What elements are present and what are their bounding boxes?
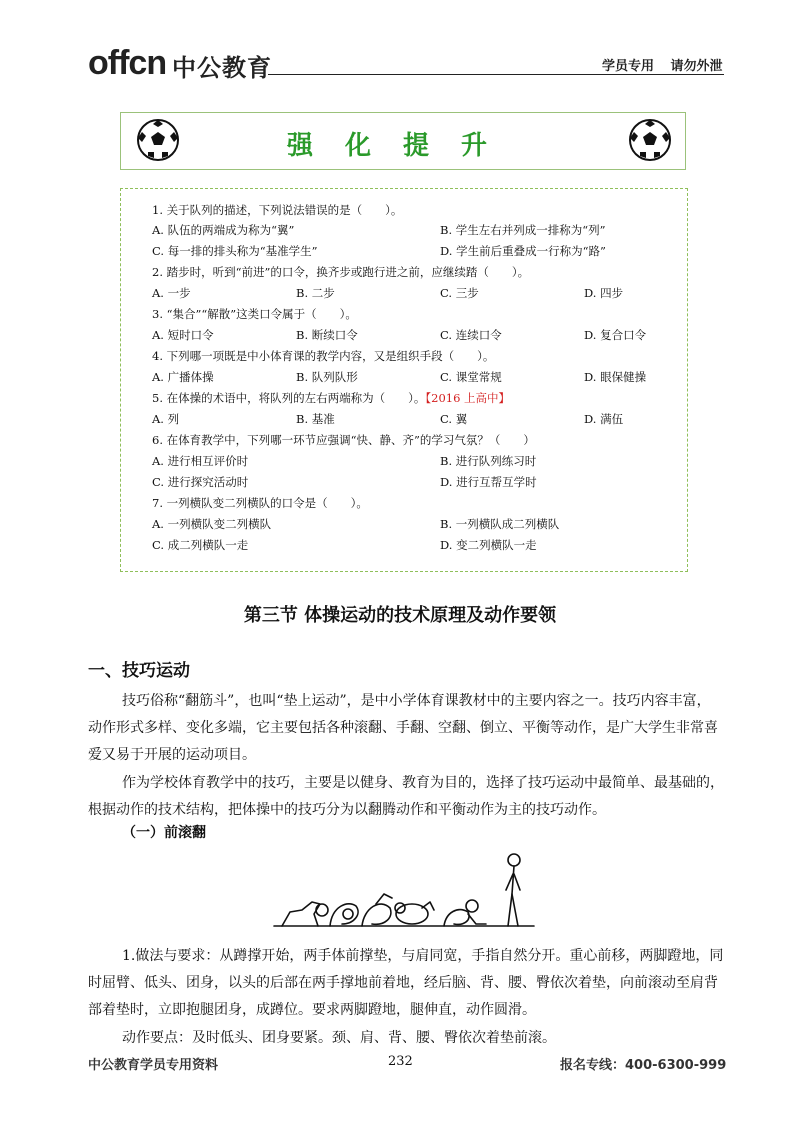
question-option: D. 变二列横队一走 bbox=[440, 538, 537, 552]
question-option: C. 成二列横队一走 bbox=[152, 538, 249, 552]
exam-tag: 【2016 上高中】 bbox=[425, 391, 511, 405]
section-title: 第三节 体操运动的技术原理及动作要领 bbox=[243, 605, 557, 626]
question-option: B. 断续口令 bbox=[296, 328, 358, 342]
header-tags bbox=[590, 55, 723, 74]
question-stem: 5. 在体操的术语中，将队列的左右两端称为（ ）。 bbox=[152, 391, 426, 405]
banner-title: 强化提升 bbox=[286, 131, 519, 161]
page-number: 232 bbox=[388, 1054, 413, 1069]
question-stem: 3. “集合”“解散”这类口令属于（ ）。 bbox=[152, 307, 357, 321]
brand-name: 中公教育 bbox=[172, 54, 272, 82]
question-option: C. 每一排的排头称为“基准学生” bbox=[152, 244, 318, 258]
question-stem: 6. 在体育教学中，下列哪一环节应强调“快、静、齐”的学习气氛？（ ） bbox=[152, 433, 535, 447]
header-tag-student: 学员专用 bbox=[602, 59, 655, 74]
question-option: C. 翼 bbox=[440, 412, 468, 426]
question-option: D. 复合口令 bbox=[584, 328, 647, 342]
question-option: B. 学生左右并列成一排称为“列” bbox=[440, 223, 606, 237]
header-divider bbox=[268, 74, 724, 75]
paragraph-line: 时屈臂、低头、团身，以头的后部在两手撑地前着地，经后脑、背、腰、臀依次着垫，向前滚动至肩背 bbox=[88, 975, 718, 991]
question-option: B. 队列队形 bbox=[296, 370, 358, 384]
paragraph-line: 作为学校体育教学中的技巧，主要是以健身、教育为目的，选择了技巧运动中最简单、最基础的， bbox=[122, 775, 724, 791]
paragraph-key-points: 动作要点：及时低头、团身要紧。颈、肩、背、腰、臀依次着垫前滚。 bbox=[122, 1030, 556, 1046]
question-option: A. 一步 bbox=[152, 286, 191, 300]
question-option: B. 进行队列练习时 bbox=[440, 454, 537, 468]
paragraph-line: 根据动作的技术结构，把体操中的技巧分为以翻腾动作和平衡动作为主的技巧动作。 bbox=[88, 802, 606, 818]
footer-hotline: 报名专线：400-6300-999 bbox=[560, 1058, 727, 1073]
question-option: A. 一列横队变二列横队 bbox=[152, 517, 272, 531]
question-option: D. 四步 bbox=[584, 286, 624, 300]
paragraph-line: 爱又易于开展的运动项目。 bbox=[88, 747, 256, 763]
heading-acrobatics: 一、技巧运动 bbox=[88, 661, 190, 681]
question-option: C. 进行探究活动时 bbox=[152, 475, 249, 489]
question-option: B. 基准 bbox=[296, 412, 335, 426]
question-option: A. 列 bbox=[152, 412, 180, 426]
question-option: B. 一列横队成二列横队 bbox=[440, 517, 560, 531]
question-option: A. 广播体操 bbox=[152, 370, 214, 384]
question-option: D. 学生前后重叠成一行称为“路” bbox=[440, 244, 606, 258]
question-option: A. 短时口令 bbox=[152, 328, 214, 342]
header-tag-confidential: 请勿外泄 bbox=[670, 59, 723, 74]
question-stem: 1. 关于队列的描述，下列说法错误的是（ ）。 bbox=[152, 203, 403, 217]
question-stem: 4. 下列哪一项既是中小体育课的教学内容，又是组织手段（ ）。 bbox=[152, 349, 495, 363]
forward-roll-illustration bbox=[272, 852, 536, 932]
question-option: C. 三步 bbox=[440, 286, 479, 300]
brand-logo: offcn bbox=[88, 44, 167, 82]
paragraph-line: 动作形式多样、变化多端，它主要包括各种滚翻、手翻、空翻、倒立、平衡等动作，是广大学生非常喜 bbox=[88, 720, 718, 736]
question-stem: 7. 一列横队变二列横队的口令是（ ）。 bbox=[152, 496, 368, 510]
paragraph-line: 技巧俗称“翻筋斗”，也叫“垫上运动”，是中小学体育课教材中的主要内容之一。技巧内容丰富， bbox=[122, 693, 711, 709]
paragraph-line: 部着垫时，立即抱腿团身，成蹲位。要求两脚蹬地，腿伸直，动作圆滑。 bbox=[88, 1002, 536, 1018]
question-option: D. 眼保健操 bbox=[584, 370, 647, 384]
question-option: D. 满伍 bbox=[584, 412, 624, 426]
heading-forward-roll: （一）前滚翻 bbox=[122, 825, 206, 841]
question-stem-row bbox=[152, 390, 510, 406]
question-stem: 2. 踏步时，听到“前进”的口令，换齐步或跑行进之前，应继续踏（ ）。 bbox=[152, 265, 530, 279]
question-option: A. 进行相互评价时 bbox=[152, 454, 249, 468]
paragraph-line: 1.做法与要求：从蹲撑开始，两手体前撑垫，与肩同宽，手指自然分开。重心前移，两脚蹬地，同 bbox=[122, 948, 724, 964]
question-option: C. 连续口令 bbox=[440, 328, 502, 342]
question-option: C. 课堂常规 bbox=[440, 370, 502, 384]
question-option: A. 队伍的两端成为称为“翼” bbox=[152, 223, 295, 237]
question-option: B. 二步 bbox=[296, 286, 335, 300]
footer-source: 中公教育学员专用资料 bbox=[88, 1058, 219, 1073]
question-option: D. 进行互帮互学时 bbox=[440, 475, 537, 489]
